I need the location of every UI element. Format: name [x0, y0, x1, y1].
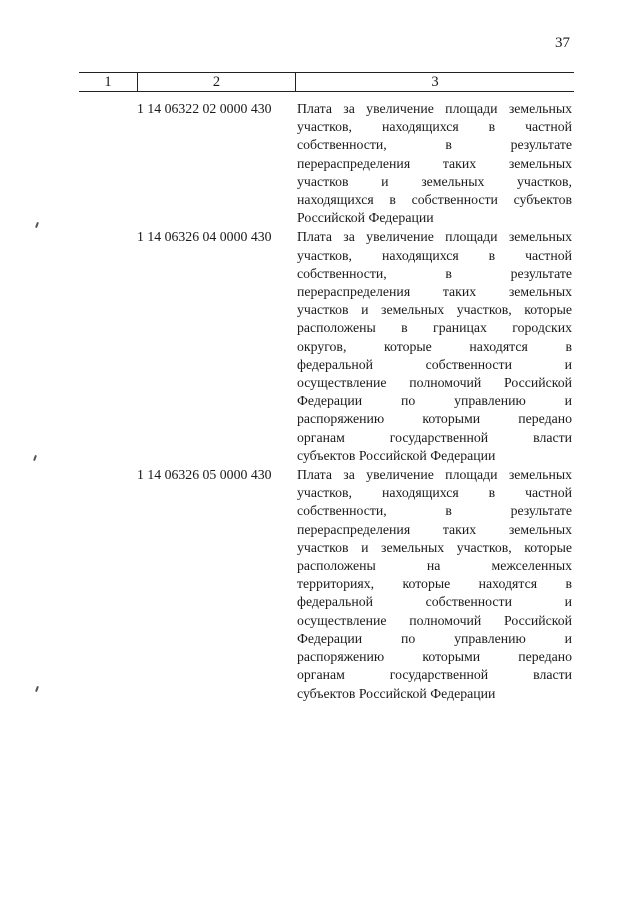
- column-header-2: 2: [138, 73, 296, 91]
- description-line: Федерации по управлению и: [297, 393, 572, 409]
- description-line: собственности, в результате: [297, 503, 572, 519]
- column-header-3: 3: [431, 74, 439, 90]
- table-row: [79, 466, 574, 703]
- description-line: участков и земельных участков, которые: [297, 302, 572, 318]
- description-line: распоряжению которыми передано: [297, 649, 572, 665]
- description-line: участков, находящихся в частной: [297, 247, 572, 263]
- description-line: участков, находящихся в частной: [297, 485, 572, 501]
- table-row: [79, 100, 574, 227]
- description-line: участков, находящихся в частной: [297, 119, 572, 135]
- description-line: осуществление полномочий Российской: [297, 612, 572, 628]
- description-line: округов, которые находятся в: [297, 338, 572, 354]
- description-line: территориях, которые находятся в: [297, 576, 572, 592]
- classification-code: 1 14 06326 04 0000 430: [137, 229, 272, 245]
- description-line: находящихся в собственности субъектов: [297, 192, 572, 208]
- description-line: распоряжению которыми передано: [297, 411, 572, 427]
- description-line: Плата за увеличение площади земельных: [297, 467, 572, 483]
- classification-code: 1 14 06322 02 0000 430: [137, 101, 272, 116]
- description-line: участков и земельных участков, которые: [297, 539, 572, 555]
- description-line: органам государственной власти: [297, 429, 572, 445]
- description-line: участков и земельных участков,: [297, 173, 572, 189]
- row-description: [297, 466, 572, 703]
- description-line: федеральной собственности и: [297, 594, 572, 610]
- description-line: федеральной собственности и: [297, 356, 572, 372]
- table-body: [79, 100, 574, 704]
- description-line: Плата за увеличение площади земельных: [297, 101, 572, 116]
- description-line: Плата за увеличение площади земельных: [297, 229, 572, 245]
- page-number: 37: [555, 35, 570, 51]
- table-row: [79, 228, 574, 465]
- description-line: осуществление полномочий Российской: [297, 375, 572, 391]
- description-line: расположены в границах городских: [297, 320, 572, 336]
- description-line: субъектов Российской Федерации: [297, 447, 496, 463]
- classification-code: 1 14 06326 05 0000 430: [137, 467, 272, 483]
- scan-mark: [35, 222, 39, 228]
- scan-mark: [33, 455, 37, 461]
- description-line: перераспределения таких земельных: [297, 284, 572, 300]
- description-line: перераспределения таких земельных: [297, 155, 572, 171]
- row-description: [297, 100, 572, 227]
- description-line: расположены на межселенных: [297, 558, 572, 574]
- description-line: органам государственной власти: [297, 667, 572, 683]
- column-header-1: 1: [79, 73, 138, 91]
- row-description: [297, 228, 572, 465]
- description-line: собственности, в результате: [297, 137, 572, 153]
- description-line: субъектов Российской Федерации: [297, 685, 496, 701]
- scan-mark: [35, 686, 39, 692]
- description-line: Федерации по управлению и: [297, 630, 572, 646]
- description-line: собственности, в результате: [297, 265, 572, 281]
- description-line: Российской Федерации: [297, 210, 434, 226]
- table-header: [79, 72, 574, 92]
- description-line: перераспределения таких земельных: [297, 521, 572, 537]
